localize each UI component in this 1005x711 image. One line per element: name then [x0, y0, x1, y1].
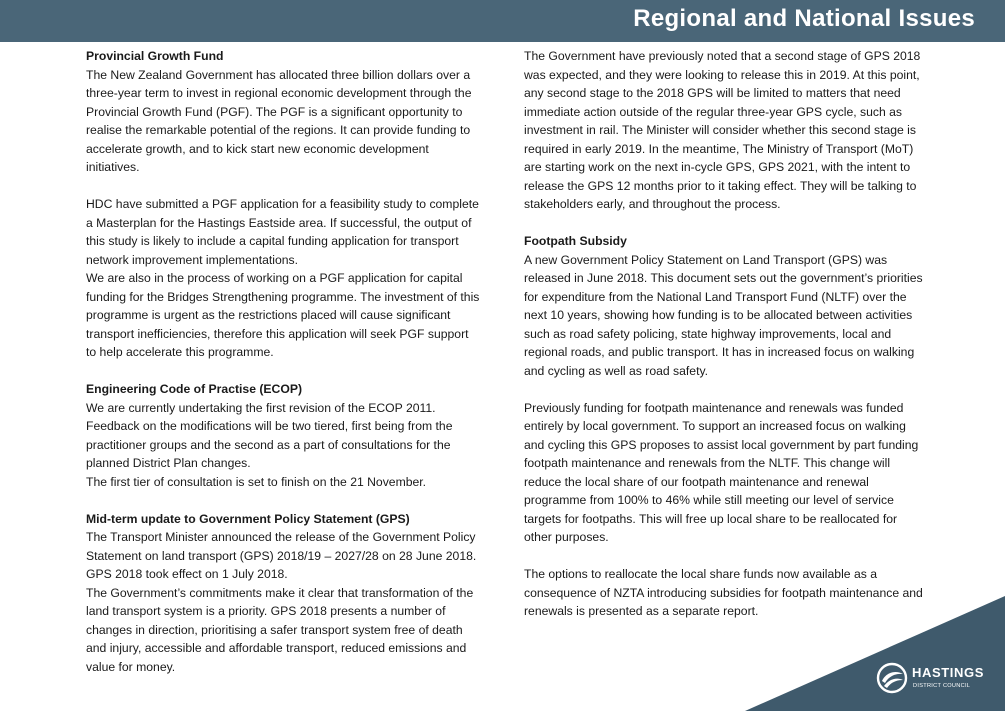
- paragraph: A new Government Policy Statement on Land Transport (GPS) was released in June 2018. This document sets out the government’s priorities for expenditure from the National Land Transport Fund (NLTF) over the next 10 years, showing how funding is to be allocated between activities such as road safety policing, state highway improvements, local and regional roads, and public transport. It has in increased focus on walking and cycling as well as road safety.: [524, 252, 923, 378]
- logo-subtitle: DISTRICT COUNCIL: [913, 683, 971, 689]
- spacer: [86, 362, 482, 381]
- paragraph: HDC have submitted a PGF application for a feasibility study to complete a Masterplan for the Hastings Eastside area. If successful, the output of this study is likely to include a capital funding application for transport network improvement implementations.: [86, 197, 479, 267]
- left-column: [86, 47, 482, 676]
- spacer: [524, 547, 924, 566]
- hastings-swirl-icon: [876, 662, 908, 694]
- spacer: [524, 380, 924, 399]
- paragraph: The options to reallocate the local share funds now available as a consequence of NZTA introducing subsidies for footpath maintenance and renewals is presented as a separate report.: [524, 567, 923, 618]
- logo-name: HASTINGS: [912, 665, 984, 680]
- section-heading-footpath: Footpath Subsidy: [524, 234, 627, 248]
- right-column: [524, 47, 924, 621]
- spacer: [86, 491, 482, 510]
- header-bar: [0, 0, 1005, 42]
- section-heading-gps: Mid-term update to Government Policy Statement (GPS): [86, 511, 410, 526]
- paragraph: The Transport Minister announced the release of the Government Policy Statement on land transport (GPS) 2018/19 – 2027/28 on 28 June 2018. GPS 2018 took effect on 1 July 2018.: [86, 530, 477, 581]
- hastings-logo: [876, 660, 991, 696]
- spacer: [524, 214, 924, 233]
- page-title: Regional and National Issues: [633, 5, 975, 32]
- section-heading-ecop: Engineering Code of Practise (ECOP): [86, 382, 303, 396]
- spacer: [86, 177, 482, 196]
- paragraph: Previously funding for footpath maintenance and renewals was funded entirely by local government. To support an increased focus on walking and cycling this GPS proposes to assist local government by part funding footpath maintenance and renewals from the NLTF. This change will reduce the local share of our footpath maintenance and renewal programme from 100% to 46% while still meeting our level of service targets for footpaths. This will free up local share to be reallocated for other purposes.: [524, 400, 919, 544]
- paragraph: The New Zealand Government has allocated three billion dollars over a three-year term to invest in regional economic development through the Provincial Growth Fund (PGF). The PGF is a significant opportunity to realise the remarkable potential of the regions. It can provide funding to accelerate growth, and to kick start new economic development initiatives.: [86, 67, 472, 174]
- section-heading-pgf: Provincial Growth Fund: [86, 49, 224, 63]
- paragraph: The first tier of consultation is set to finish on the 21 November.: [86, 474, 427, 489]
- paragraph: The Government have previously noted that a second stage of GPS 2018 was expected, and they were looking to release this in 2019. At this point, any second stage to the 2018 GPS will be limited to matters that need immediate action outside of the regular three-year GPS cycle, such as investment in rail. The Minister will consider whether this second stage is required in early 2019. In the meantime, The Ministry of Transport (MoT) are starting work on the next in-cycle GPS, GPS 2021, with the intent to release the GPS 12 months prior to it taking effect. They will be talking to stakeholders early, and throughout the process.: [524, 49, 921, 211]
- paragraph: The Government’s commitments make it clear that transformation of the land transport system is a priority. GPS 2018 presents a number of changes in direction, prioritising a safer transport system free of death and injury, accessible and affordable transport, reduced emissions and value for money.: [86, 585, 474, 674]
- paragraph: We are also in the process of working on a PGF application for capital funding for the Bridges Strengthening programme. The investment of this programme is urgent as the restrictions placed will cause significant transport inefficiencies, therefore this application will seek PGF support to help accelerate this programme.: [86, 271, 480, 359]
- paragraph: We are currently undertaking the first revision of the ECOP 2011. Feedback on the modifications will be two tiered, first being from the practitioner groups and the second as a part of consultations for the planned District Plan changes.: [86, 400, 453, 470]
